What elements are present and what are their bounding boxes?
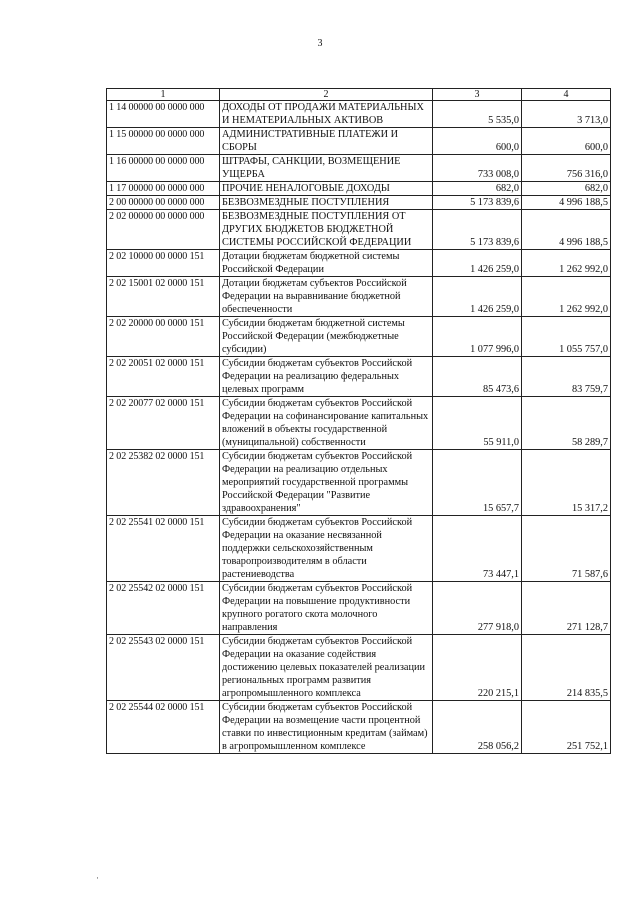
income-name-cell: БЕЗВОЗМЕЗДНЫЕ ПОСТУПЛЕНИЯ ОТ ДРУГИХ БЮДЖЕТОВ БЮДЖЕТНОЙ СИСТЕМЫ РОССИЙСКОЙ ФЕДЕРАЦИИ	[220, 210, 433, 250]
scan-mark: ·	[96, 873, 99, 883]
budget-code-cell: 2 02 20000 00 0000 151	[107, 317, 220, 357]
budget-revenue-table	[106, 88, 611, 754]
amount-cell-2: 4 996 188,5	[522, 196, 611, 210]
amount-cell-1: 5 535,0	[433, 101, 522, 128]
budget-code-cell: 2 02 15001 02 0000 151	[107, 277, 220, 317]
income-name-cell: Субсидии бюджетам субъектов Российской Федерации на оказание содействия достижению целевых показателей реализации региональных программ развития агропромышленного комплекса	[220, 635, 433, 701]
amount-cell-1: 73 447,1	[433, 516, 522, 582]
income-name-cell: Субсидии бюджетам субъектов Российской Федерации на реализацию федеральных целевых программ	[220, 357, 433, 397]
amount-cell-2: 83 759,7	[522, 357, 611, 397]
budget-code-cell: 1 15 00000 00 0000 000	[107, 128, 220, 155]
table-row	[107, 155, 611, 182]
income-name-cell: ШТРАФЫ, САНКЦИИ, ВОЗМЕЩЕНИЕ УЩЕРБА	[220, 155, 433, 182]
amount-cell-1: 55 911,0	[433, 397, 522, 450]
column-header-amount-2: 4	[522, 89, 611, 101]
income-name-cell: АДМИНИСТРАТИВНЫЕ ПЛАТЕЖИ И СБОРЫ	[220, 128, 433, 155]
budget-code-cell: 1 16 00000 00 0000 000	[107, 155, 220, 182]
amount-cell-1: 600,0	[433, 128, 522, 155]
page-number: 3	[317, 38, 323, 49]
amount-cell-2: 15 317,2	[522, 450, 611, 516]
income-name-cell: Субсидии бюджетам бюджетной системы Российской Федерации (межбюджетные субсидии)	[220, 317, 433, 357]
amount-cell-1: 258 056,2	[433, 701, 522, 754]
table-row	[107, 317, 611, 357]
amount-cell-1: 733 008,0	[433, 155, 522, 182]
column-header-name: 2	[220, 89, 433, 101]
amount-cell-2: 71 587,6	[522, 516, 611, 582]
budget-code-cell: 2 02 25544 02 0000 151	[107, 701, 220, 754]
column-header-amount-1: 3	[433, 89, 522, 101]
amount-cell-1: 5 173 839,6	[433, 210, 522, 250]
budget-code-cell: 2 02 25541 02 0000 151	[107, 516, 220, 582]
amount-cell-2: 3 713,0	[522, 101, 611, 128]
income-name-cell: Субсидии бюджетам субъектов Российской Федерации на софинансирование капитальных вложений в объекты государственной (муниципальной) собственности	[220, 397, 433, 450]
amount-cell-1: 682,0	[433, 182, 522, 196]
amount-cell-2: 600,0	[522, 128, 611, 155]
amount-cell-2: 1 262 992,0	[522, 250, 611, 277]
amount-cell-2: 682,0	[522, 182, 611, 196]
amount-cell-1: 15 657,7	[433, 450, 522, 516]
income-name-cell: Субсидии бюджетам субъектов Российской Федерации на повышение продуктивности крупного рогатого скота молочного направления	[220, 582, 433, 635]
table-row	[107, 196, 611, 210]
table-row	[107, 701, 611, 754]
table-row	[107, 635, 611, 701]
budget-code-cell: 2 02 25542 02 0000 151	[107, 582, 220, 635]
income-name-cell: БЕЗВОЗМЕЗДНЫЕ ПОСТУПЛЕНИЯ	[220, 196, 433, 210]
amount-cell-1: 85 473,6	[433, 357, 522, 397]
amount-cell-1: 1 077 996,0	[433, 317, 522, 357]
table-row	[107, 357, 611, 397]
amount-cell-1: 277 918,0	[433, 582, 522, 635]
budget-code-cell: 2 02 25382 02 0000 151	[107, 450, 220, 516]
income-name-cell: Субсидии бюджетам субъектов Российской Федерации на реализацию отдельных мероприятий государственной программы Российской Федерации "Развитие здравоохранения"	[220, 450, 433, 516]
budget-code-cell: 1 14 00000 00 0000 000	[107, 101, 220, 128]
amount-cell-2: 1 262 992,0	[522, 277, 611, 317]
amount-cell-1: 1 426 259,0	[433, 250, 522, 277]
table-row	[107, 516, 611, 582]
budget-code-cell: 2 02 20051 02 0000 151	[107, 357, 220, 397]
budget-code-cell: 2 02 25543 02 0000 151	[107, 635, 220, 701]
amount-cell-2: 58 289,7	[522, 397, 611, 450]
amount-cell-2: 1 055 757,0	[522, 317, 611, 357]
income-name-cell: ПРОЧИЕ НЕНАЛОГОВЫЕ ДОХОДЫ	[220, 182, 433, 196]
budget-code-cell: 2 02 20077 02 0000 151	[107, 397, 220, 450]
table-row	[107, 250, 611, 277]
amount-cell-2: 271 128,7	[522, 582, 611, 635]
income-name-cell: Субсидии бюджетам субъектов Российской Федерации на возмещение части процентной ставки по инвестиционным кредитам (займам) в агропромышленном комплексе	[220, 701, 433, 754]
table-row	[107, 210, 611, 250]
budget-code-cell: 2 02 00000 00 0000 000	[107, 210, 220, 250]
table-row	[107, 182, 611, 196]
income-name-cell: Дотации бюджетам бюджетной системы Российской Федерации	[220, 250, 433, 277]
amount-cell-1: 1 426 259,0	[433, 277, 522, 317]
column-header-code: 1	[107, 89, 220, 101]
table-row	[107, 277, 611, 317]
table-row	[107, 101, 611, 128]
amount-cell-1: 5 173 839,6	[433, 196, 522, 210]
amount-cell-2: 214 835,5	[522, 635, 611, 701]
budget-code-cell: 1 17 00000 00 0000 000	[107, 182, 220, 196]
amount-cell-2: 4 996 188,5	[522, 210, 611, 250]
table-header-row	[107, 89, 611, 101]
table-row	[107, 450, 611, 516]
amount-cell-2: 756 316,0	[522, 155, 611, 182]
budget-code-cell: 2 02 10000 00 0000 151	[107, 250, 220, 277]
table-row	[107, 128, 611, 155]
income-name-cell: Субсидии бюджетам субъектов Российской Федерации на оказание несвязанной поддержки сельскохозяйственным товаропроизводителям в области растениеводства	[220, 516, 433, 582]
amount-cell-1: 220 215,1	[433, 635, 522, 701]
table-row	[107, 397, 611, 450]
income-name-cell: ДОХОДЫ ОТ ПРОДАЖИ МАТЕРИАЛЬНЫХ И НЕМАТЕРИАЛЬНЫХ АКТИВОВ	[220, 101, 433, 128]
amount-cell-2: 251 752,1	[522, 701, 611, 754]
budget-code-cell: 2 00 00000 00 0000 000	[107, 196, 220, 210]
table-row	[107, 582, 611, 635]
income-name-cell: Дотации бюджетам субъектов Российской Федерации на выравнивание бюджетной обеспеченности	[220, 277, 433, 317]
